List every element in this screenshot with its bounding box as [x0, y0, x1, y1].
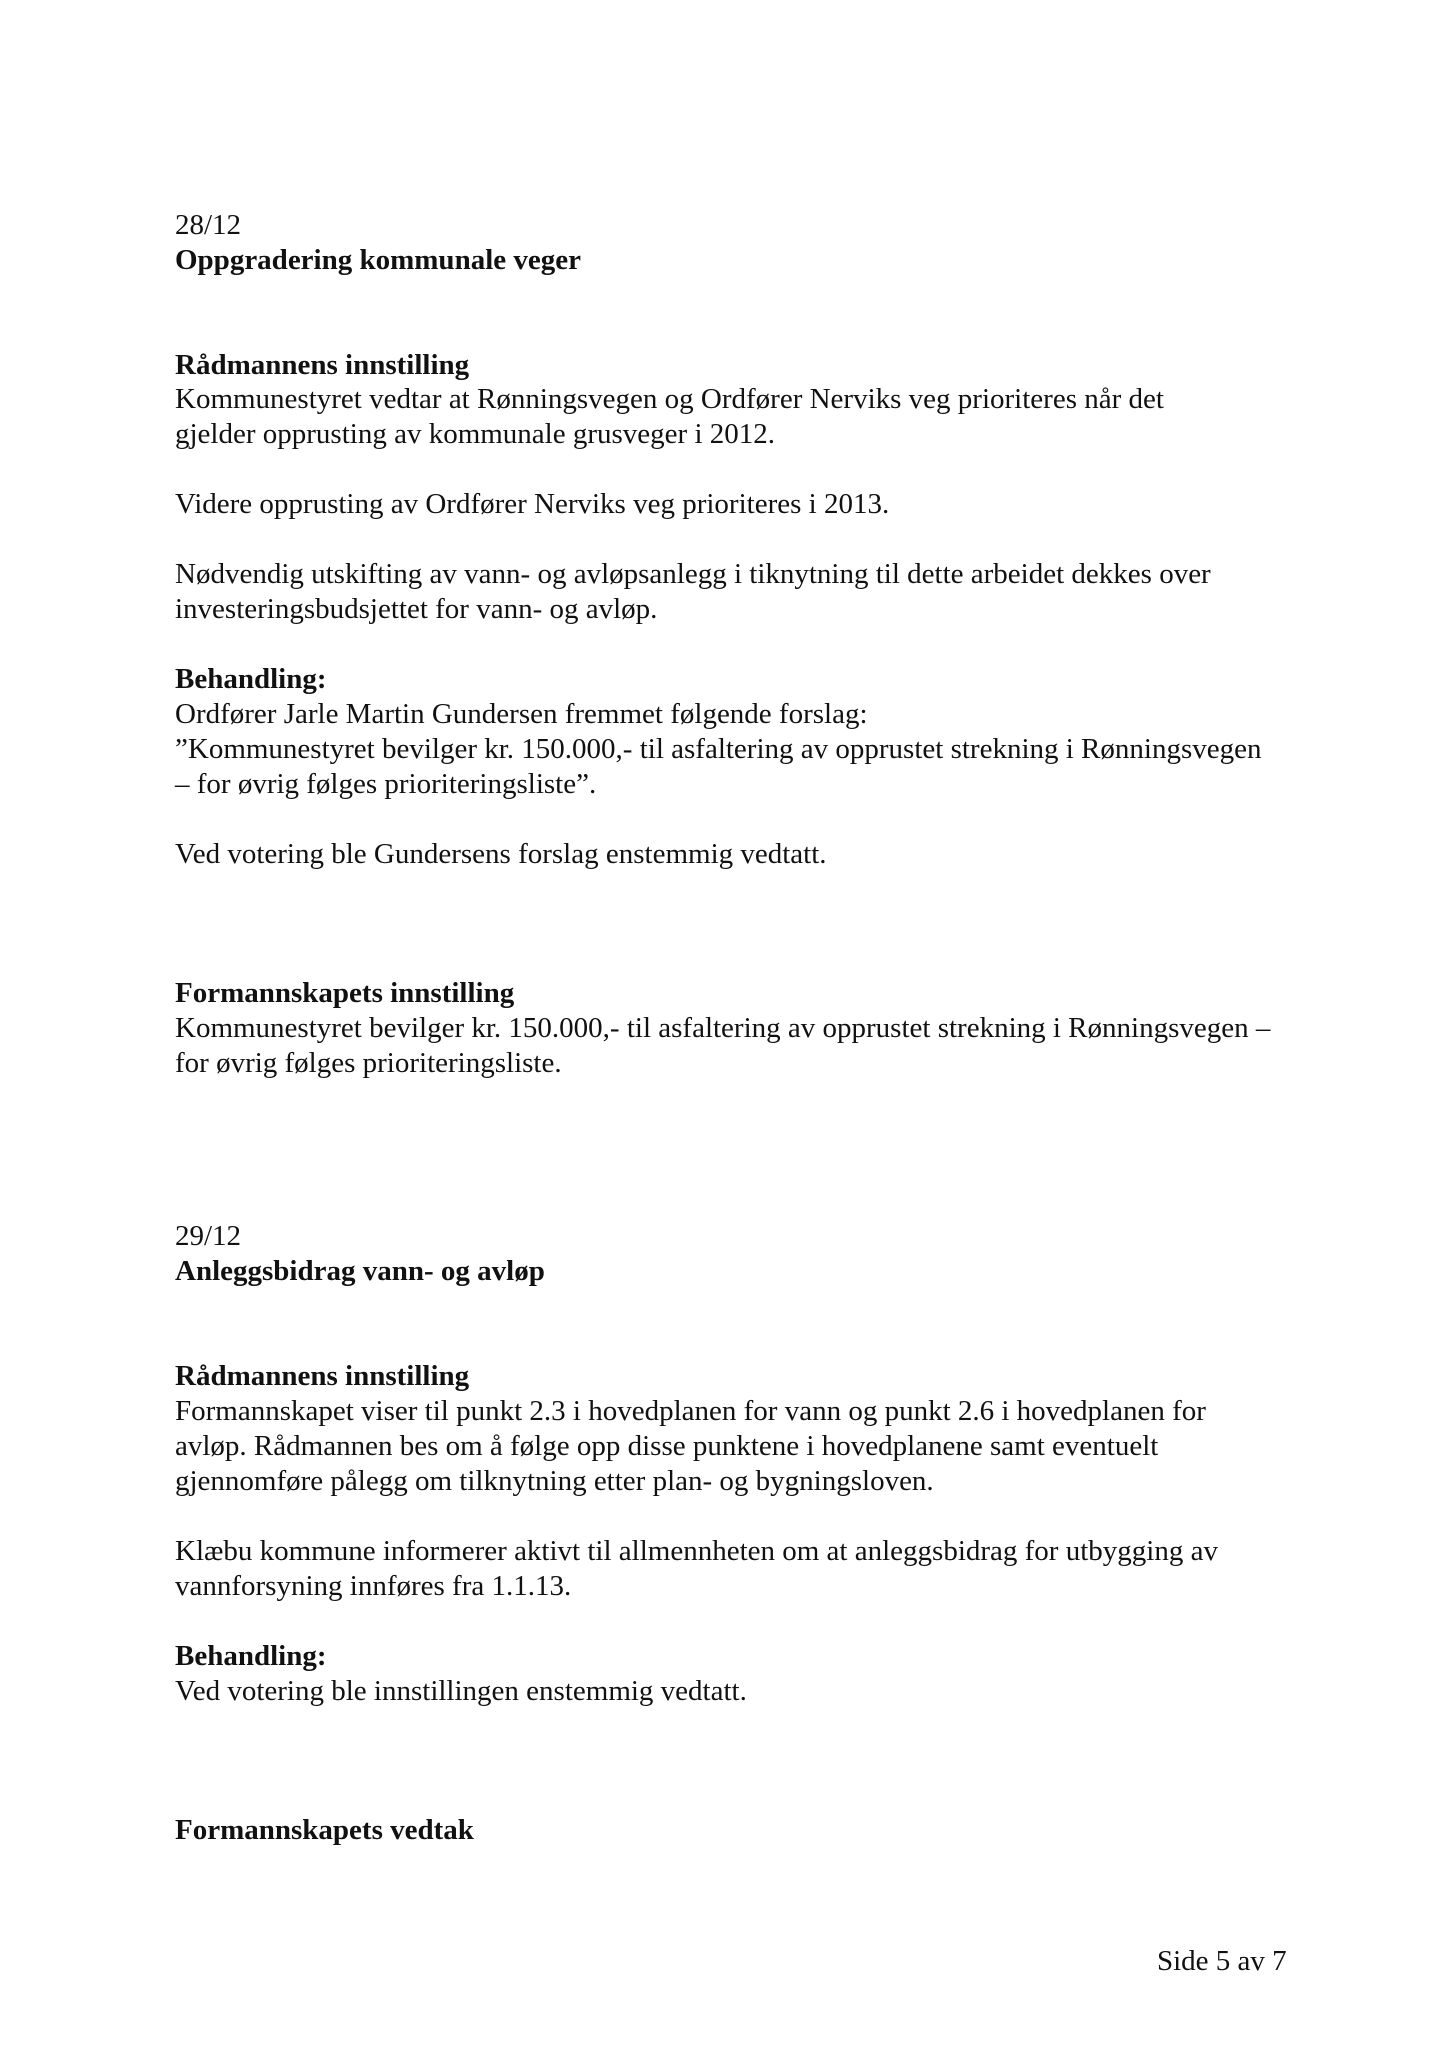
recommendation-line: Kommunestyret vedtar at Rønningsvegen og Ordfører Nerviks veg prioriteres når det: [175, 383, 1164, 415]
recommendation-line: Videre opprusting av Ordfører Nerviks veg prioriteres i 2013.: [175, 488, 890, 520]
case-title: Anleggsbidrag vann- og avløp: [175, 1255, 545, 1287]
recommendation-line: gjelder opprusting av kommunale grusveger i 2012.: [175, 418, 776, 450]
recommendation-line: gjennomføre pålegg om tilknytning etter plan- og bygningsloven.: [175, 1465, 934, 1497]
board-recommendation-line: for øvrig følges prioriteringsliste.: [175, 1047, 562, 1079]
recommendation-line: Formannskapet viser til punkt 2.3 i hovedplanen for vann og punkt 2.6 i hovedplanen for: [175, 1395, 1206, 1427]
treatment-line: Ved votering ble Gundersens forslag enstemmig vedtatt.: [175, 838, 827, 870]
case-number: 29/12: [175, 1220, 242, 1252]
treatment-line: ”Kommunestyret bevilger kr. 150.000,- til asfaltering av opprustet strekning i Rønningsvegen: [175, 733, 1262, 765]
recommendation-line: investeringsbudsjettet for vann- og avløp.: [175, 593, 658, 625]
recommendation-line: Klæbu kommune informerer aktivt til allmennheten om at anleggsbidrag for utbygging av: [175, 1535, 1218, 1567]
treatment-line: – for øvrig følges prioriteringsliste”.: [175, 768, 597, 800]
board-recommendation-line: Kommunestyret bevilger kr. 150.000,- til asfaltering av opprustet strekning i Rønningsvegen –: [175, 1012, 1271, 1044]
recommendation-line: avløp. Rådmannen bes om å følge opp disse punktene i hovedplanene samt eventuelt: [175, 1430, 1159, 1462]
case-title: Oppgradering kommunale veger: [175, 244, 581, 276]
recommendation-heading: Rådmannens innstilling: [175, 1360, 470, 1392]
board-recommendation-heading: Formannskapets innstilling: [175, 977, 515, 1009]
recommendation-line: vannforsyning innføres fra 1.1.13.: [175, 1570, 572, 1602]
treatment-heading: Behandling:: [175, 663, 327, 695]
treatment-line: Ved votering ble innstillingen enstemmig vedtatt.: [175, 1675, 747, 1707]
page-number: Side 5 av 7: [1157, 1945, 1287, 1977]
treatment-line: Ordfører Jarle Martin Gundersen fremmet følgende forslag:: [175, 698, 868, 730]
treatment-heading: Behandling:: [175, 1640, 327, 1672]
recommendation-line: Nødvendig utskifting av vann- og avløpsanlegg i tiknytning til dette arbeidet dekkes over: [175, 558, 1211, 590]
recommendation-heading: Rådmannens innstilling: [175, 349, 470, 381]
board-decision-heading: Formannskapets vedtak: [175, 1814, 474, 1846]
case-number: 28/12: [175, 209, 242, 241]
